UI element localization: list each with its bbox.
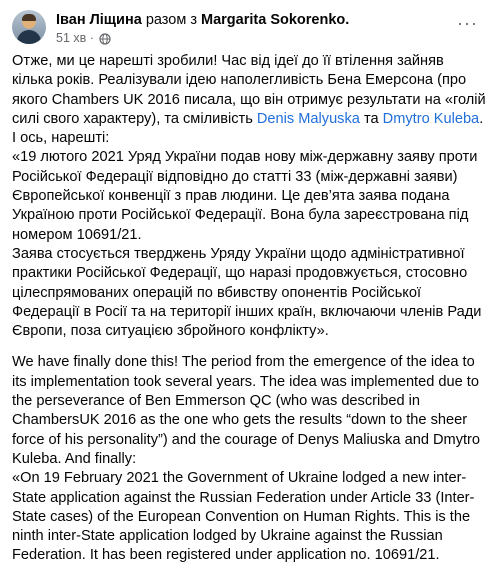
globe-icon bbox=[99, 33, 111, 45]
post-text bbox=[12, 52, 486, 566]
en-quote: «On 19 February 2021 the Government of Ukraine lodged a new inter-State application against the Russian Federation under Article 33 (Inter-State cases) of the European Convention on Human Rights. This is the ninth inter-State application lodged by Ukraine against the Russian Federation. It has been registered under application no. 10691/21. bbox=[12, 470, 475, 564]
post-author-line bbox=[56, 11, 349, 29]
mention-dmytro-kuleba[interactable]: Dmytro Kuleba bbox=[382, 110, 480, 127]
en-paragraph-1: We have finally done this! The period from the emergence of the idea to its implementation took several years. The idea was implemented due to the perseverance of Ben Emmerson QC (who was described in ChambersUK 2016 as the one who gets the results “down to the sheer force of his personality”) and the courage of Denys Maliuska and Dmytro Kuleba. And finally: bbox=[12, 354, 481, 467]
post-time[interactable]: 51 хв bbox=[56, 31, 87, 45]
ua-quote: «19 лютого 2021 Уряд України подав нову між-державну заяву проти Російської Федерації відповідно до статті 33 (між-державні заяви) Європейської конвенції з прав людини. Це дев’ята заява подана Україною проти Російської Федерації. Вона була зареєстрована під номером 10691/21. bbox=[12, 149, 478, 243]
author-avatar[interactable] bbox=[12, 10, 46, 44]
ua-paragraph-1: Отже, ми це нарешті зробили! Час від ідеї до її втілення зайняв кілька років. Реалізували ідею наполегливість Бена Емерсона (про якого Chambers UK 2016 писала, що він отримує результати на «голій силі свого характеру), та сміливість Denis Malyuska та Dmytro Kuleba. І ось, нарешті: bbox=[12, 53, 486, 147]
ua-paragraph-2: Заява стосується тверджень Уряду України щодо адміністративної практики Російської Федерації, що наразі продовжується, стосовно цілеспрямованих операцій по вбивству опонентів Російської Федерації в Росії та на території інших країн, включаючи членів Ради Європи, поза ситуацією збройного конфлікту». bbox=[12, 245, 482, 340]
post-meta: 51 хв · bbox=[56, 30, 111, 46]
more-icon[interactable]: ··· bbox=[457, 13, 478, 33]
author-name[interactable]: Іван Ліщина bbox=[56, 12, 142, 28]
post-header bbox=[12, 10, 482, 46]
tagged-person[interactable]: Margarita Sokorenko. bbox=[201, 12, 350, 28]
mention-denis-malyuska[interactable]: Denis Malyuska bbox=[256, 110, 360, 127]
with-text: разом з bbox=[145, 12, 197, 28]
